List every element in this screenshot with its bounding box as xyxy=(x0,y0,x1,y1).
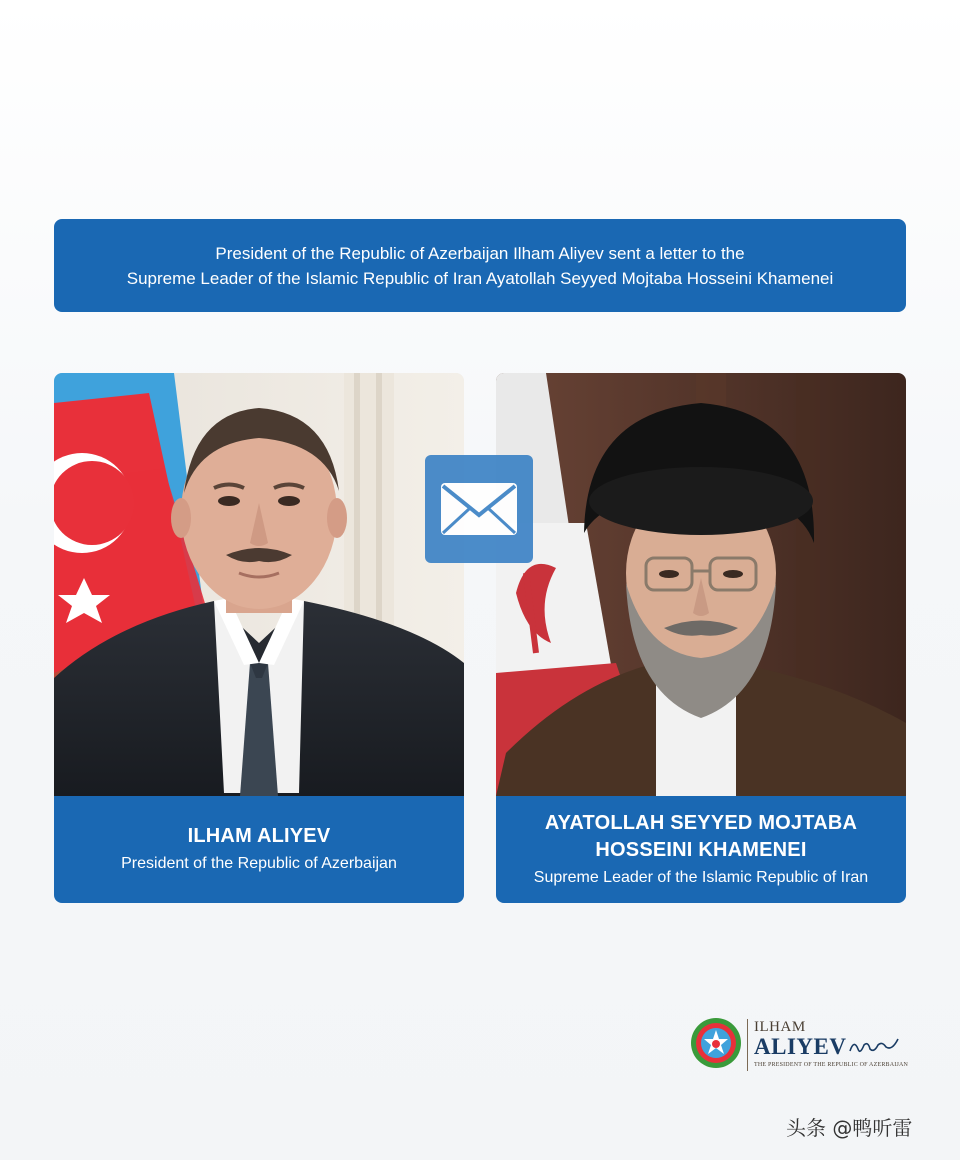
headline-banner xyxy=(54,219,906,312)
logo-divider xyxy=(747,1019,748,1071)
caption-aliyev xyxy=(54,796,464,903)
portrait-photo-khamenei xyxy=(496,373,906,796)
logo-line-1: ILHAM xyxy=(754,1019,806,1035)
person-name-aliyev: ILHAM ALIYEV xyxy=(187,825,331,847)
aliyev-logo xyxy=(690,1015,910,1075)
logo-line-3: THE PRESIDENT OF THE REPUBLIC OF AZERBAIJAN xyxy=(754,1062,909,1068)
caption-khamenei xyxy=(496,796,906,903)
person-title-aliyev: President of the Republic of Azerbaijan xyxy=(121,855,397,872)
logo-line-2: ALIYEV xyxy=(754,1034,847,1059)
envelope-badge xyxy=(425,455,533,563)
portrait-card-aliyev xyxy=(54,373,464,903)
person-title-khamenei: Supreme Leader of the Islamic Republic of Iran xyxy=(533,868,869,886)
signature-icon xyxy=(848,1035,900,1057)
envelope-icon xyxy=(439,479,519,539)
portrait-card-khamenei xyxy=(496,373,906,903)
headline-line-1: President of the Republic of Azerbaijan Ilham Aliyev sent a letter to the xyxy=(215,243,745,263)
headline-line-2: Supreme Leader of the Islamic Republic of Iran Ayatollah Seyyed Mojtaba Hosseini Khamenei xyxy=(126,268,834,288)
azerbaijan-emblem-icon xyxy=(690,1017,742,1069)
watermark: 头条 @鸭听雷 xyxy=(786,1116,913,1140)
person-name-khamenei-line-1: AYATOLLAH SEYYED MOJTABA xyxy=(544,811,858,834)
portrait-photo-aliyev xyxy=(54,373,464,796)
person-name-khamenei-line-2: HOSSEINI KHAMENEI xyxy=(595,838,807,861)
